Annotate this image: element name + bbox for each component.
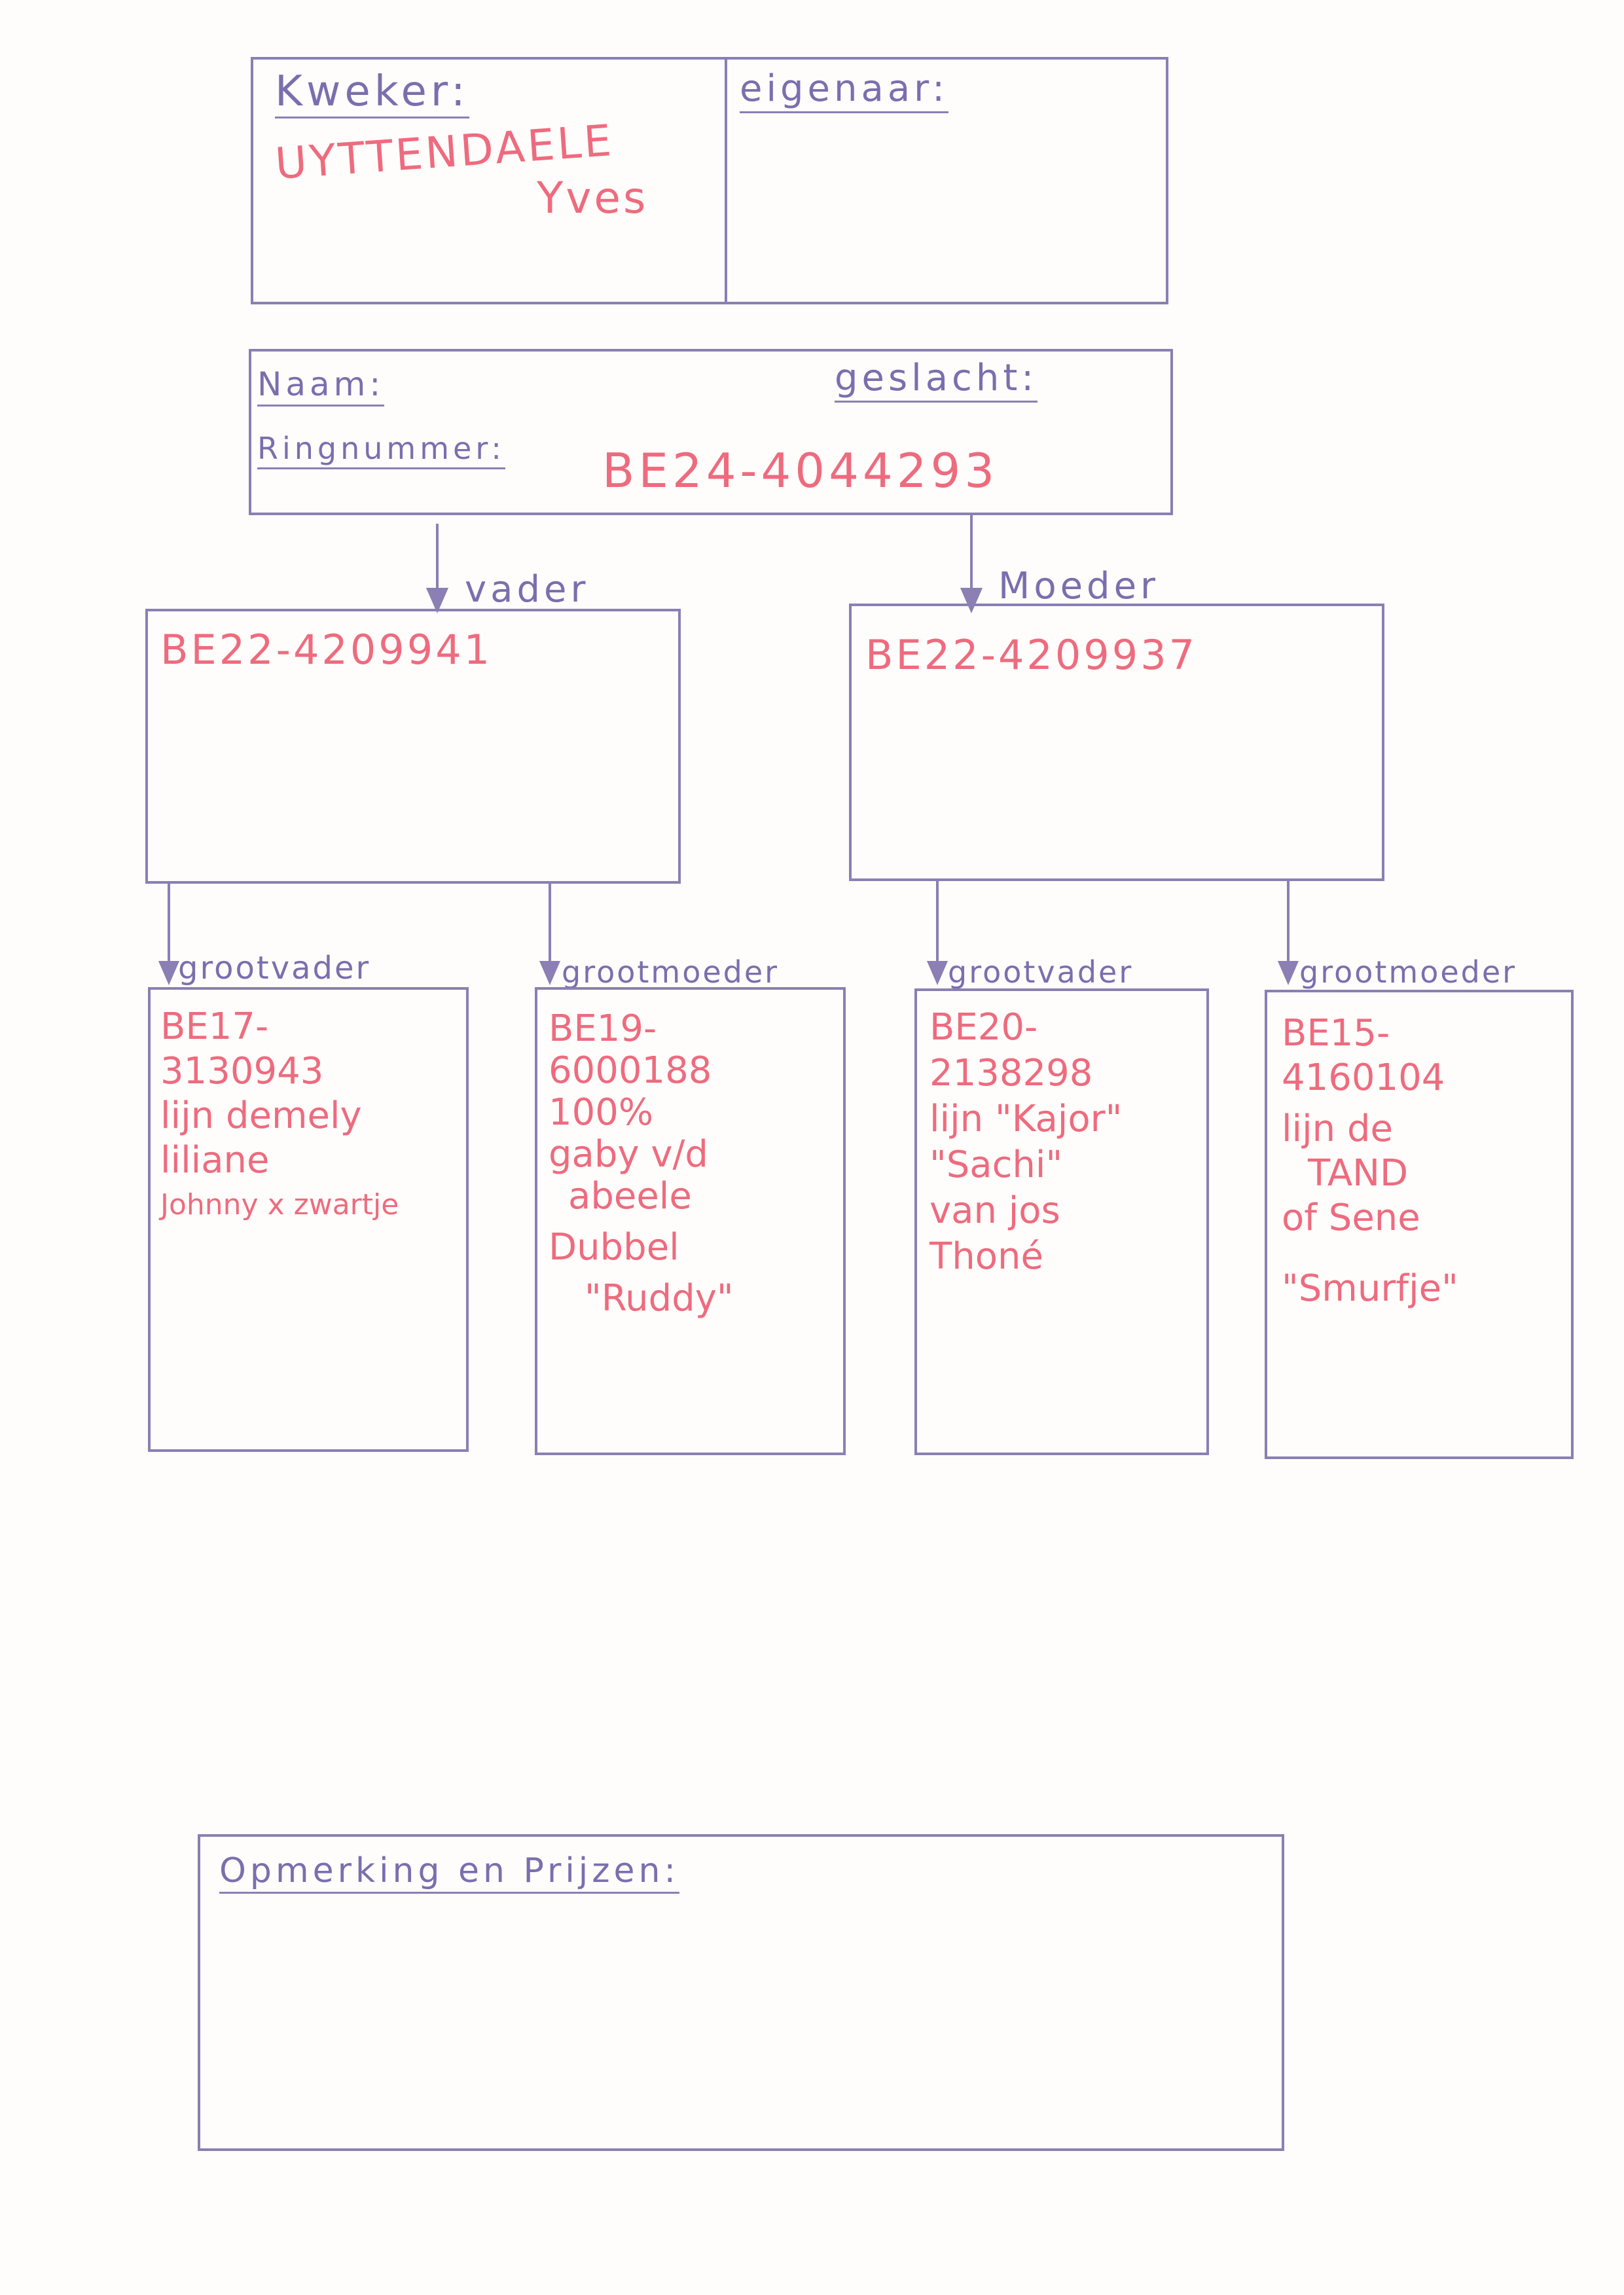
grandmother-2-line: TAND xyxy=(1308,1152,1409,1195)
grandmother-1-line: BE19- xyxy=(549,1007,657,1050)
remarks-label: Opmerking en Prijzen: xyxy=(219,1854,679,1894)
name-label: Naam: xyxy=(257,368,384,407)
grandfather-1-line: 3130943 xyxy=(160,1050,324,1093)
grandmother-1-line: gaby v/d xyxy=(549,1133,708,1176)
grandmother-2-text xyxy=(1282,1011,1458,1311)
grandfather-2-label: grootvader xyxy=(948,954,1134,990)
breeder-name-line2: Yves xyxy=(537,173,649,223)
grandmother-2-line: lijn de xyxy=(1282,1108,1393,1150)
breeder-owner-divider xyxy=(725,60,727,302)
grandmother-1-line: 100% xyxy=(549,1091,654,1134)
grandmother-2-line: 4160104 xyxy=(1282,1057,1445,1099)
grandfather-2-line: Thoné xyxy=(929,1235,1043,1278)
grandfather-2-line: BE20- xyxy=(929,1006,1038,1049)
grandfather-1-line: BE17- xyxy=(160,1005,269,1048)
grandfather-1-label: grootvader xyxy=(178,950,371,986)
grandfather-2-line: lijn "Kajor" xyxy=(929,1098,1123,1140)
grandmother-2-line: of Sene xyxy=(1282,1197,1420,1239)
grandfather-2-text xyxy=(929,1005,1122,1280)
grandfather-2-line: "Sachi" xyxy=(929,1144,1063,1186)
grandfather-1-line: lijn demely xyxy=(160,1094,362,1137)
grandmother-2-line: BE15- xyxy=(1282,1012,1390,1055)
breeder-label: Kweker: xyxy=(275,71,469,118)
grandmother-1-text xyxy=(549,1008,734,1320)
pigeon-ring-number: BE24-4044293 xyxy=(602,443,999,498)
owner-label: eigenaar: xyxy=(740,71,948,113)
grandmother-1-line: abeele xyxy=(568,1175,692,1218)
ring-label: Ringnummer: xyxy=(257,433,505,469)
grandfather-1-line: liliane xyxy=(160,1139,270,1182)
grandmother-1-line: 6000188 xyxy=(549,1049,712,1092)
grandfather-2-line: 2138298 xyxy=(929,1052,1093,1094)
grandmother-2-label: grootmoeder xyxy=(1299,954,1517,990)
breeder-name-line1: UYTTENDAELE xyxy=(273,115,616,189)
grandfather-1-line: Johnny x zwartje xyxy=(160,1188,399,1221)
grandmother-1-line: Dubbel xyxy=(549,1226,679,1269)
grandfather-2-line: van jos xyxy=(929,1189,1060,1232)
mother-label: Moeder xyxy=(998,565,1160,607)
grandmother-1-label: grootmoeder xyxy=(562,954,780,990)
sex-label: geslacht: xyxy=(835,360,1038,403)
father-ring: BE22-4209941 xyxy=(160,626,493,674)
mother-ring: BE22-4209937 xyxy=(865,631,1198,679)
father-label: vader xyxy=(465,568,590,611)
grandfather-1-text xyxy=(160,1005,399,1227)
grandmother-2-line: "Smurfje" xyxy=(1282,1267,1458,1310)
grandmother-1-line: "Ruddy" xyxy=(585,1277,734,1320)
